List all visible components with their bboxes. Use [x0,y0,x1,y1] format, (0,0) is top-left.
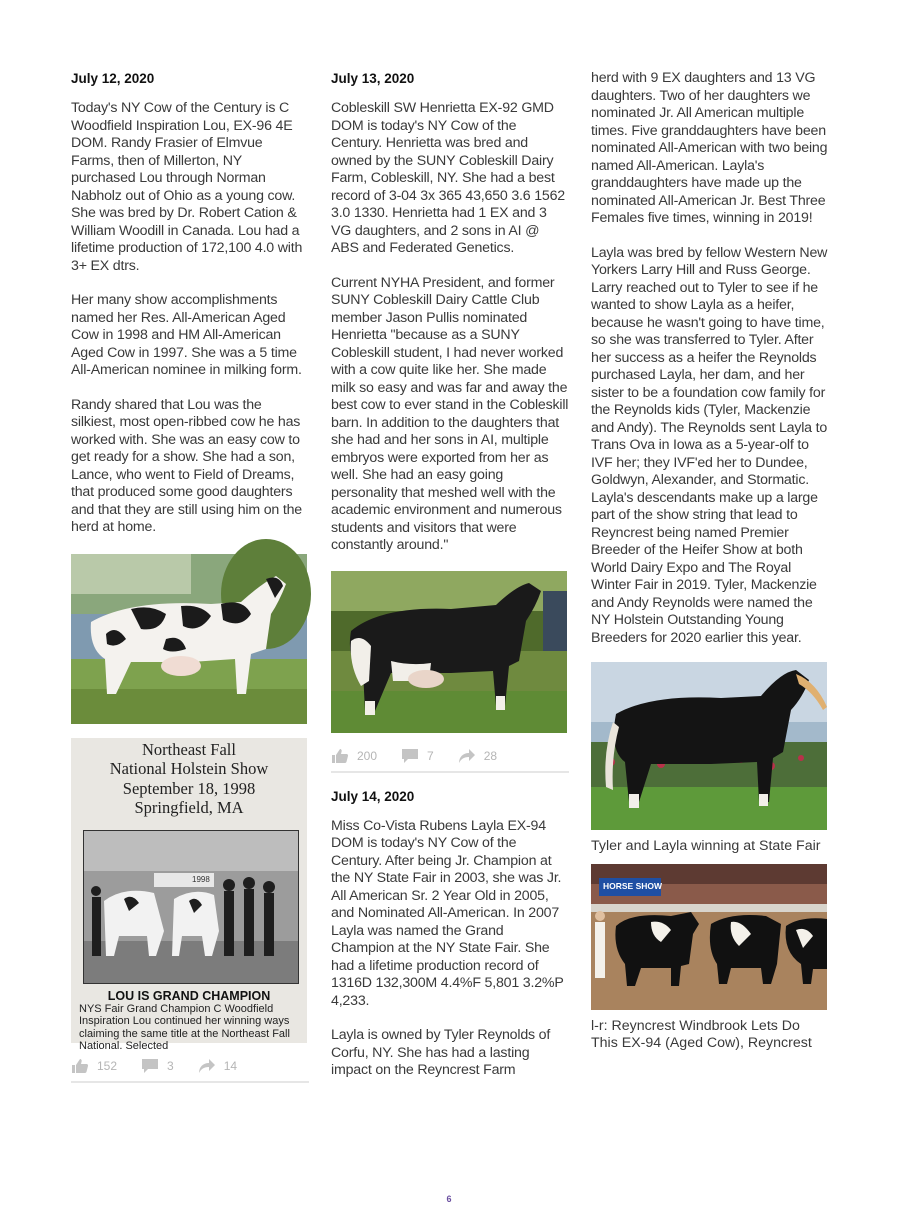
column-1 [71,70,309,1083]
paragraph: Randy shared that Lou was the silkiest, most open-ribbed cow he has worked with. She was an easy cow to get ready for a show. She had a son, Lance, who went to Field of Dreams, that produced some good daughters and that they are still using him on the herd at home. [71,396,302,535]
like-count-label: 152 [97,1058,118,1073]
clipping-line: Springfield, MA [134,798,244,817]
photo-caption: l-r: Reyncrest Windbrook Lets Do This EX-94 (Aged Cow), Reyncrest [591,1017,812,1051]
share-icon [458,748,476,764]
lou-cow-illustration [71,554,307,724]
paragraph: Today's NY Cow of the Century is C Woodfield Inspiration Lou, EX-96 4E DOM. Randy Frasier of Elmvue Farms, then of Millerton, NY purchased Lou through Norman Nabholz out of Ohio as a young cow. She was bred by Dr. Robert Cation & William Woodill in Canada. Lou had a lifetime production of 172,100 4.0 with 3+ EX dtrs. [71,100,303,274]
thumbs-up-icon [331,748,349,764]
photo-caption: Tyler and Layla winning at State Fair [591,838,821,854]
like-count-label: 200 [357,748,378,763]
paragraph: Layla is owned by Tyler Reynolds of Corfu, NY. She has had a lasting impact on the Reyncrest Farm [331,1027,551,1078]
paragraph: Current NYHA President, and former SUNY Cobleskill Dairy Cattle Club member Jason Pullis nominated Henrietta "because as a SUNY Cobleskill student, I had never worked with a cow quite like her. She made milk so easy and was far and away the best cow to ever stand in the Cobleskill barn. In addition to the daughters that she had and her sons in AI, multiple embryos were exported from her as well. She had an easy going personality that meshed well with the academic environment and numerous students and visitors that were constantly around." [331,274,569,553]
comment-count-label: 7 [427,748,434,763]
comment-count[interactable] [141,1058,174,1074]
comment-icon [141,1058,159,1074]
show-ring-photo [591,864,827,1010]
paragraph: Cobleskill SW Henrietta EX-92 GMD DOM is today's NY Cow of the Century. Henrietta was bred and owned by the SUNY Cobleskill Dairy Farm, Cobleskill, NY. She had a best record of 3-04 3x 365 43,650 3.6 1562 3.0 1330. Henrietta had 1 EX and 3 VG daughters, and 2 sons in AI @ ABS and Federated Genetics. [331,100,565,256]
comment-count-label: 3 [167,1058,174,1073]
paragraph: Her many show accomplishments named her Res. All-American Aged Cow in 1998 and HM All-American Aged Cow in 1997. She was a 5 time All-American nominee in milking form. [71,292,302,378]
layla-cow-photo [591,662,827,830]
layla-cow-illustration [591,662,827,830]
banner-year: 1998 [192,874,210,884]
like-count[interactable] [331,748,377,764]
henrietta-cow-photo [331,571,567,733]
paragraph: Layla was bred by fellow Western New Yorkers Larry Hill and Russ George. Larry reached out to Tyler to see if he wanted to show Layla as a heifer, because he wasn't going to have time, so she was transferred to Tyler. After her success as a heifer the Reynolds purchased Layla, her dam, and her sister to be a foundation cow family for the Reynolds kids (Tyler, Mackenzie and Andy). The Reynolds sent Layla to Trans Ova in Iowa as a 5-year-olf to IVF her; they IVF'ed her to Dundee, Goldwyn, Alexander, and Stormatic. Layla's descendants make up a large part of the show string that lead to Reyncrest being named Premier Breeder of the Heifer Show at both World Dairy Expo and The Royal Winter Fair in 2019. Tyler, Mackenzie and Andy Reynolds were named the NY Holstein Outstanding Young Breeders for 2020 earlier this year. [591,244,828,646]
share-count-label: 28 [483,748,498,763]
comment-count[interactable] [401,748,434,764]
show-photo-illustration [84,831,298,983]
column-2 [331,70,569,1097]
like-count[interactable] [71,1058,117,1074]
comment-icon [401,748,419,764]
lou-cow-photo [71,554,307,724]
clipping-line: September 18, 1998 [122,778,256,798]
clipping-line: National Holstein Show [109,759,269,778]
thumbs-up-icon [71,1058,89,1074]
clipping-headline: LOU IS GRAND CHAMPION [107,988,271,1003]
share-count-label: 14 [223,1058,238,1073]
paragraph: herd with 9 EX daughters and 13 VG daughters. Two of her daughters we nominated Jr. All American multiple times. Five granddaughters have been nominated All-American with two being named All-American. Layla's granddaughters have made up the nominated All-American Jr. Best Three Females five times, winning in 2019! [591,70,828,226]
clipping-photo [83,830,299,984]
share-icon [198,1058,216,1074]
social-bar [71,1051,309,1083]
clipping-line: Northeast Fall [142,739,236,759]
column-3 [591,70,829,1061]
paragraph: Miss Co-Vista Rubens Layla EX-94 DOM is today's NY Cow of the Century. After being Jr. Champion at the NY State Fair in 2003, she was Jr. All American Sr. 2 Year Old in 2005, and Nominated All-American. In 2007 Layla was named the Grand Champion at the NY State Fair. She had a lifetime production record of 1316D 132,300M 4.4%F 5,801 3.2%P 4,233. [331,817,564,1009]
clipping-body: NYS Fair Grand Champion C Woodfield Inspiration Lou continued her winning ways claiming the same title at the Northeast Fall National. Selected [79,1002,290,1052]
post-date: July 13, 2020 [331,71,415,86]
horse-show-banner: HORSE SHOW [603,880,663,891]
post-date: July 12, 2020 [71,71,155,86]
page-number: 6 [446,1194,452,1204]
post-date: July 14, 2020 [331,788,415,804]
share-count[interactable] [198,1058,237,1074]
henrietta-cow-illustration [331,571,567,733]
newspaper-clipping [71,738,307,1052]
social-bar [331,741,569,773]
share-count[interactable] [458,748,497,764]
